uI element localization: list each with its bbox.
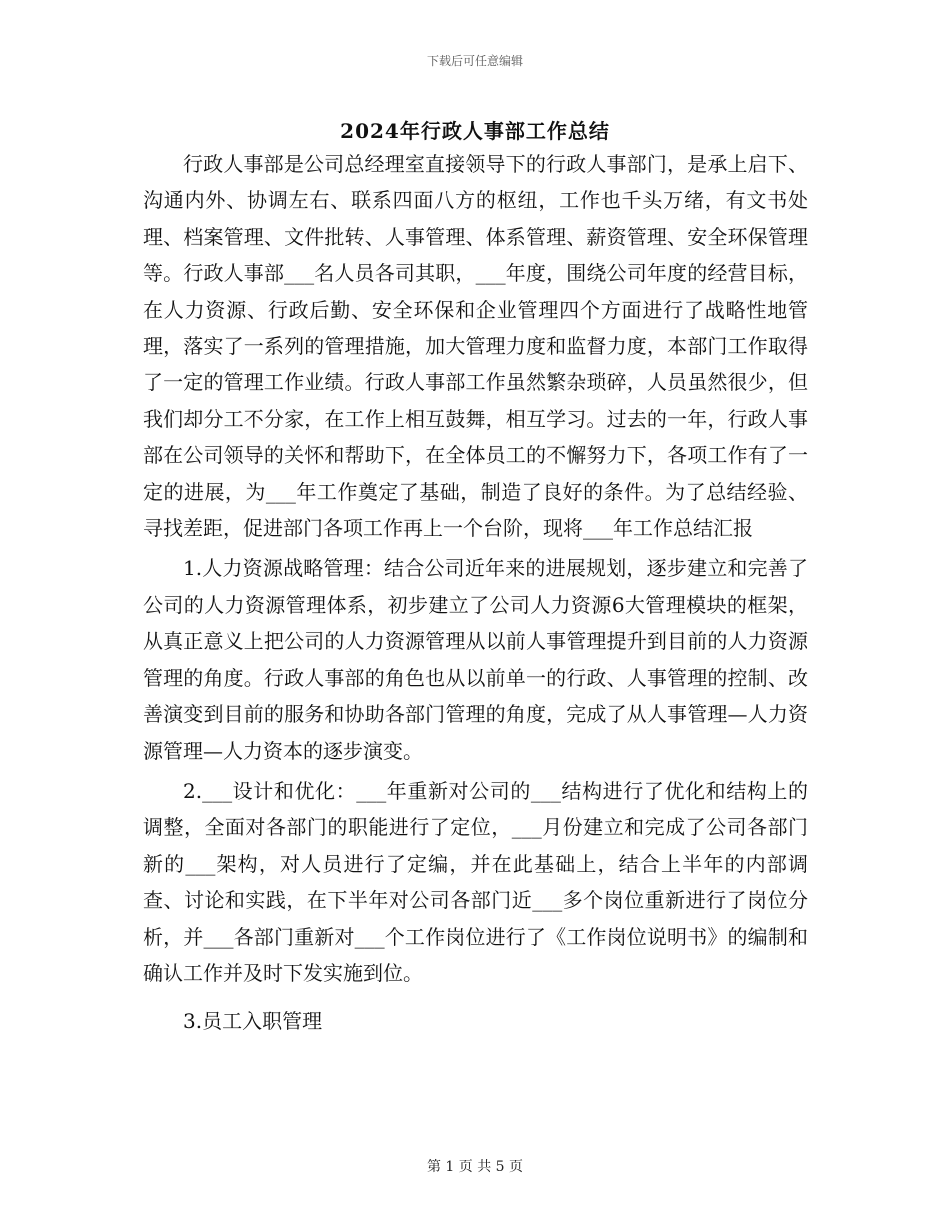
paragraph-structure-design: 2.___设计和优化：___年重新对公司的___结构进行了优化和结构上的调整，全面对各部门的职能进行了定位，___月份建立和完成了公司各部门新的___架构，对人员进行了定编，并在此基础上，结合上半年的内部调查、讨论和实践，在下半年对公司各部门近___多个岗位重新进行了岗位分析，并___各部门重新对___个工作岗位进行了《工作岗位说明书》的编制和确认工作并及时下发实施到位。 <box>143 778 808 985</box>
download-note: 下载后可任意编辑 <box>426 54 523 68</box>
document-title: 2024年行政人事部工作总结 <box>340 119 610 143</box>
document-body <box>143 146 808 1040</box>
paragraph-intro: 行政人事部是公司总经理室直接领导下的行政人事部门，是承上启下、沟通内外、协调左右、联系四面八方的枢纽，工作也千头万绪，有文书处理、档案管理、文件批转、人事管理、体系管理、薪资管理、安全环保管理等。行政人事部___名人员各司其职，___年度，围绕公司年度的经营目标，在人力资源、行政后勤、安全环保和企业管理四个方面进行了战略性地管理，落实了一系列的管理措施，加大管理力度和监督力度，本部门工作取得了一定的管理工作业绩。行政人事部工作虽然繁杂琐碎，人员虽然很少，但我们却分工不分家，在工作上相互鼓舞，相互学习。过去的一年，行政人事部在公司领导的关怀和帮助下，在全体员工的不懈努力下，各项工作有了一定的进展，为___年工作奠定了基础，制造了良好的条件。为了总结经验、寻找差距，促进部门各项工作再上一个台阶，现将___年工作总结汇报 <box>143 152 808 541</box>
page-number: 第 1 页 共 5 页 <box>426 1159 524 1175</box>
paragraph-hr-strategy: 1.人力资源战略管理：结合公司近年来的进展规划，逐步建立和完善了公司的人力资源管理体系，初步建立了公司人力资源6大管理模块的框架，从真正意义上把公司的人力资源管理从以前人事管理提升到目前的人力资源管理的角度。行政人事部的角色也从以前单一的行政、人事管理的控制、改善演变到目前的服务和协助各部门管理的角度，完成了从人事管理—人力资源管理—人力资本的逐步演变。 <box>143 556 808 763</box>
paragraph-onboarding: 3.员工入职管理 <box>183 1009 323 1034</box>
